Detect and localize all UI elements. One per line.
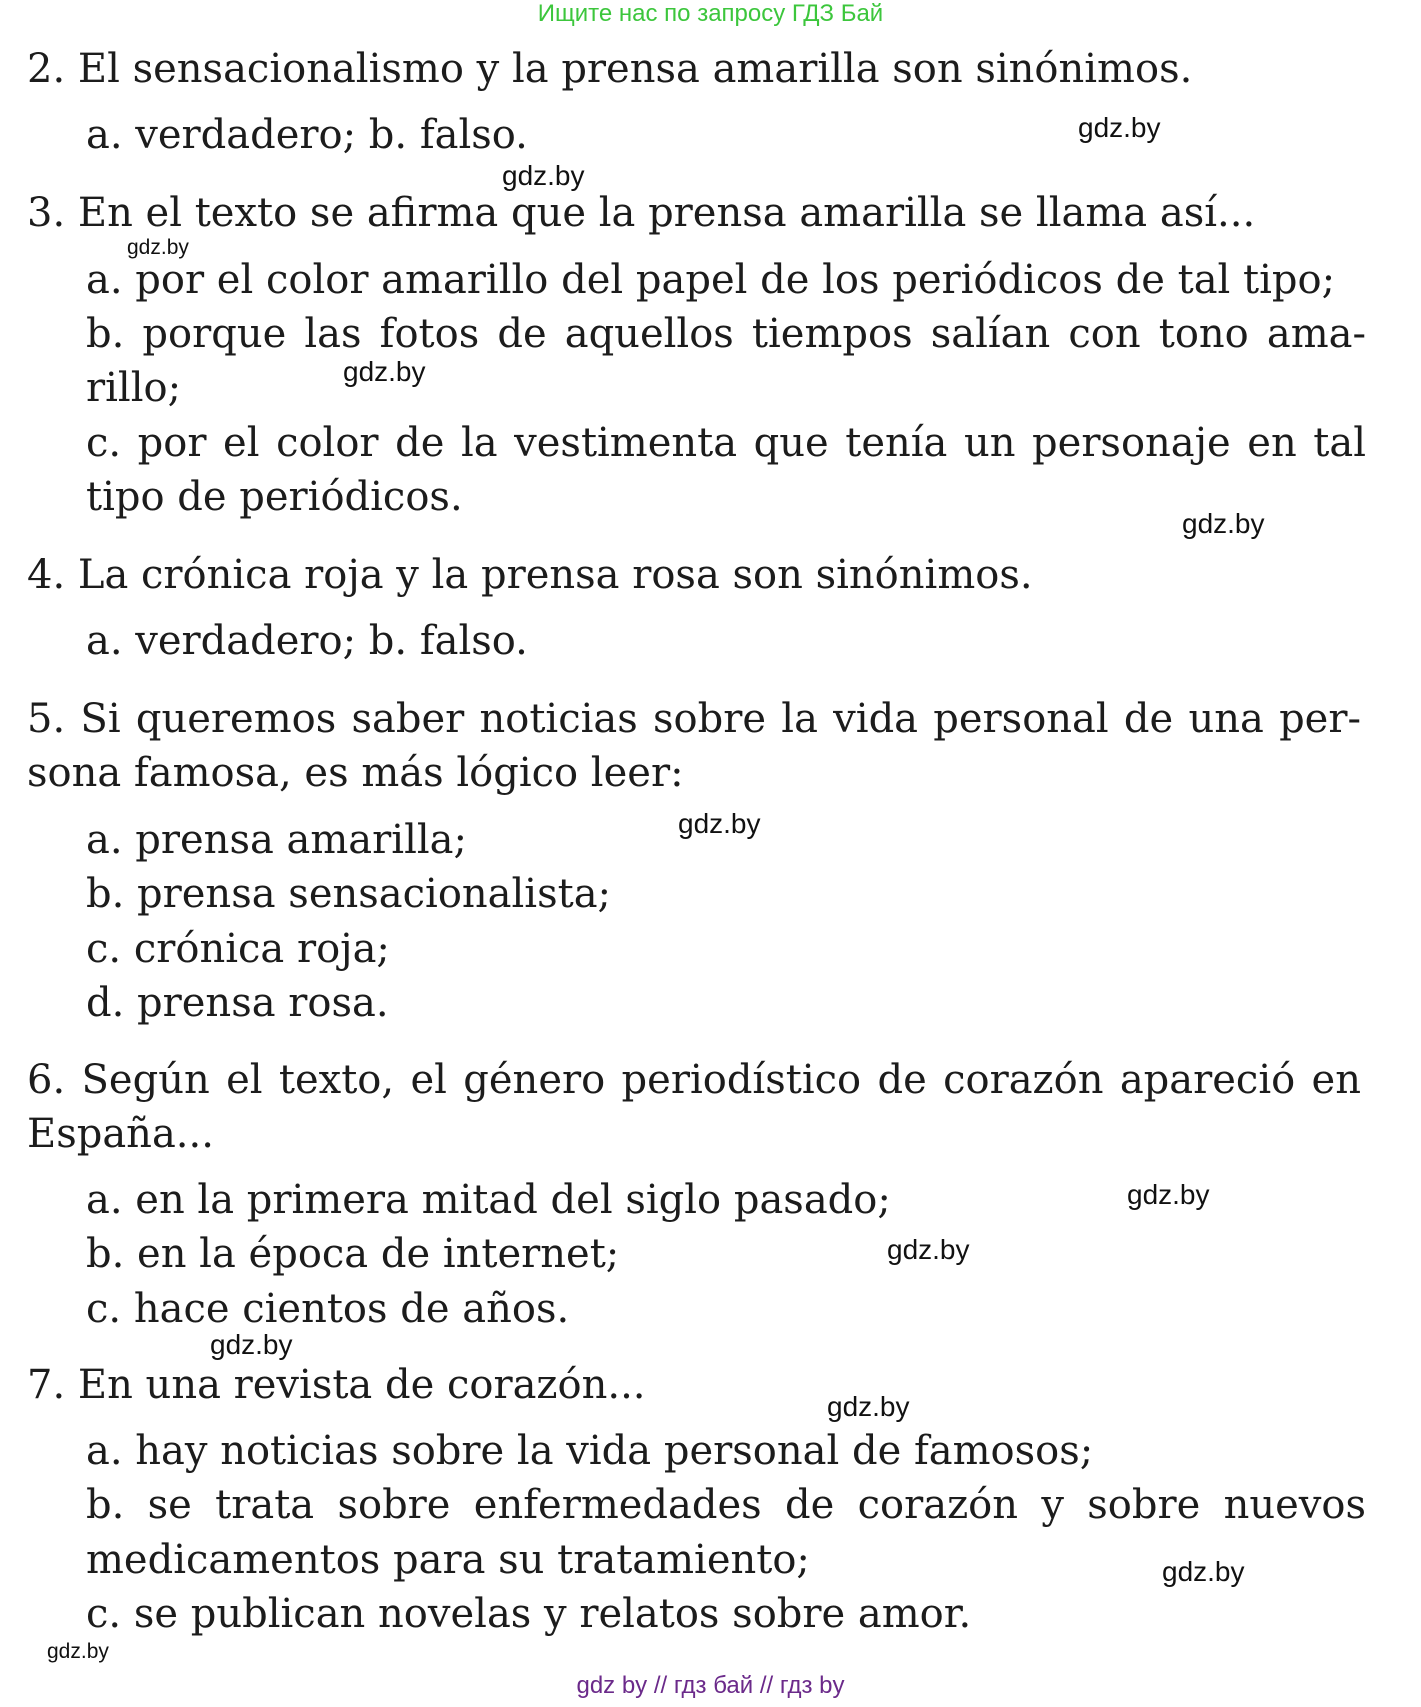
question-4-stem: 4. La crónica roja y la prensa rosa son sinónimos. [27, 552, 1033, 598]
question-7-option-b: b. se trata sobre enfermedades de corazón y sobre nuevos [86, 1482, 1366, 1528]
question-3-option-c-cont: tipo de periódicos. [86, 474, 463, 520]
question-7-option-c: c. se publican novelas y relatos sobre amor. [86, 1591, 972, 1637]
question-3-option-b-cont: rillo; [86, 365, 182, 411]
question-2-option-ab: a. verdadero; b. falso. [86, 112, 528, 158]
question-3-option-a: a. por el color amarillo del papel de los periódicos de tal tipo; [86, 257, 1336, 303]
question-6-option-a: a. en la primera mitad del siglo pasado; [86, 1177, 891, 1223]
question-5-option-b: b. prensa sensacionalista; [86, 871, 612, 917]
watermark: gdz.by [678, 808, 761, 839]
question-5-stem: 5. Si queremos saber noticias sobre la vida personal de una per- [27, 696, 1361, 742]
watermark: gdz.by [1078, 112, 1161, 143]
question-6-stem-cont: España... [27, 1111, 214, 1157]
question-5-stem-cont: sona famosa, es más lógico leer: [27, 750, 684, 796]
watermark: gdz.by [127, 236, 189, 259]
footer-links: gdz by // гдз бай // гдз by [576, 1672, 845, 1699]
question-2-stem: 2. El sensacionalismo y la prensa amarilla son sinónimos. [27, 46, 1193, 92]
watermark: gdz.by [210, 1329, 293, 1360]
watermark: gdz.by [887, 1234, 970, 1265]
watermark: gdz.by [502, 160, 585, 191]
watermark: gdz.by [1182, 508, 1265, 539]
question-6-option-b: b. en la época de internet; [86, 1231, 620, 1277]
question-7-option-b-cont: medicamentos para su tratamiento; [86, 1537, 810, 1583]
question-3-option-b: b. porque las fotos de aquellos tiempos salían con tono ama- [86, 311, 1366, 357]
question-7-stem: 7. En una revista de corazón... [27, 1362, 646, 1408]
watermark: gdz.by [827, 1391, 910, 1422]
question-7-option-a: a. hay noticias sobre la vida personal de famosos; [86, 1428, 1094, 1474]
watermark: gdz.by [1162, 1556, 1245, 1587]
search-banner: Ищите нас по запросу ГДЗ Бай [537, 0, 884, 27]
watermark: gdz.by [343, 356, 426, 387]
watermark: gdz.by [1127, 1179, 1210, 1210]
watermark: gdz.by [47, 1640, 109, 1663]
question-6-stem: 6. Según el texto, el género periodístico de corazón apareció en [27, 1057, 1361, 1103]
question-6-option-c: c. hace cientos de años. [86, 1286, 570, 1332]
question-3-stem: 3. En el texto se afirma que la prensa amarilla se llama así... [27, 190, 1256, 236]
question-5-option-a: a. prensa amarilla; [86, 817, 467, 863]
question-3-option-c: c. por el color de la vestimenta que tenía un personaje en tal [86, 420, 1366, 466]
question-5-option-c: c. crónica roja; [86, 926, 390, 972]
question-4-option-ab: a. verdadero; b. falso. [86, 618, 528, 664]
question-5-option-d: d. prensa rosa. [86, 980, 389, 1026]
